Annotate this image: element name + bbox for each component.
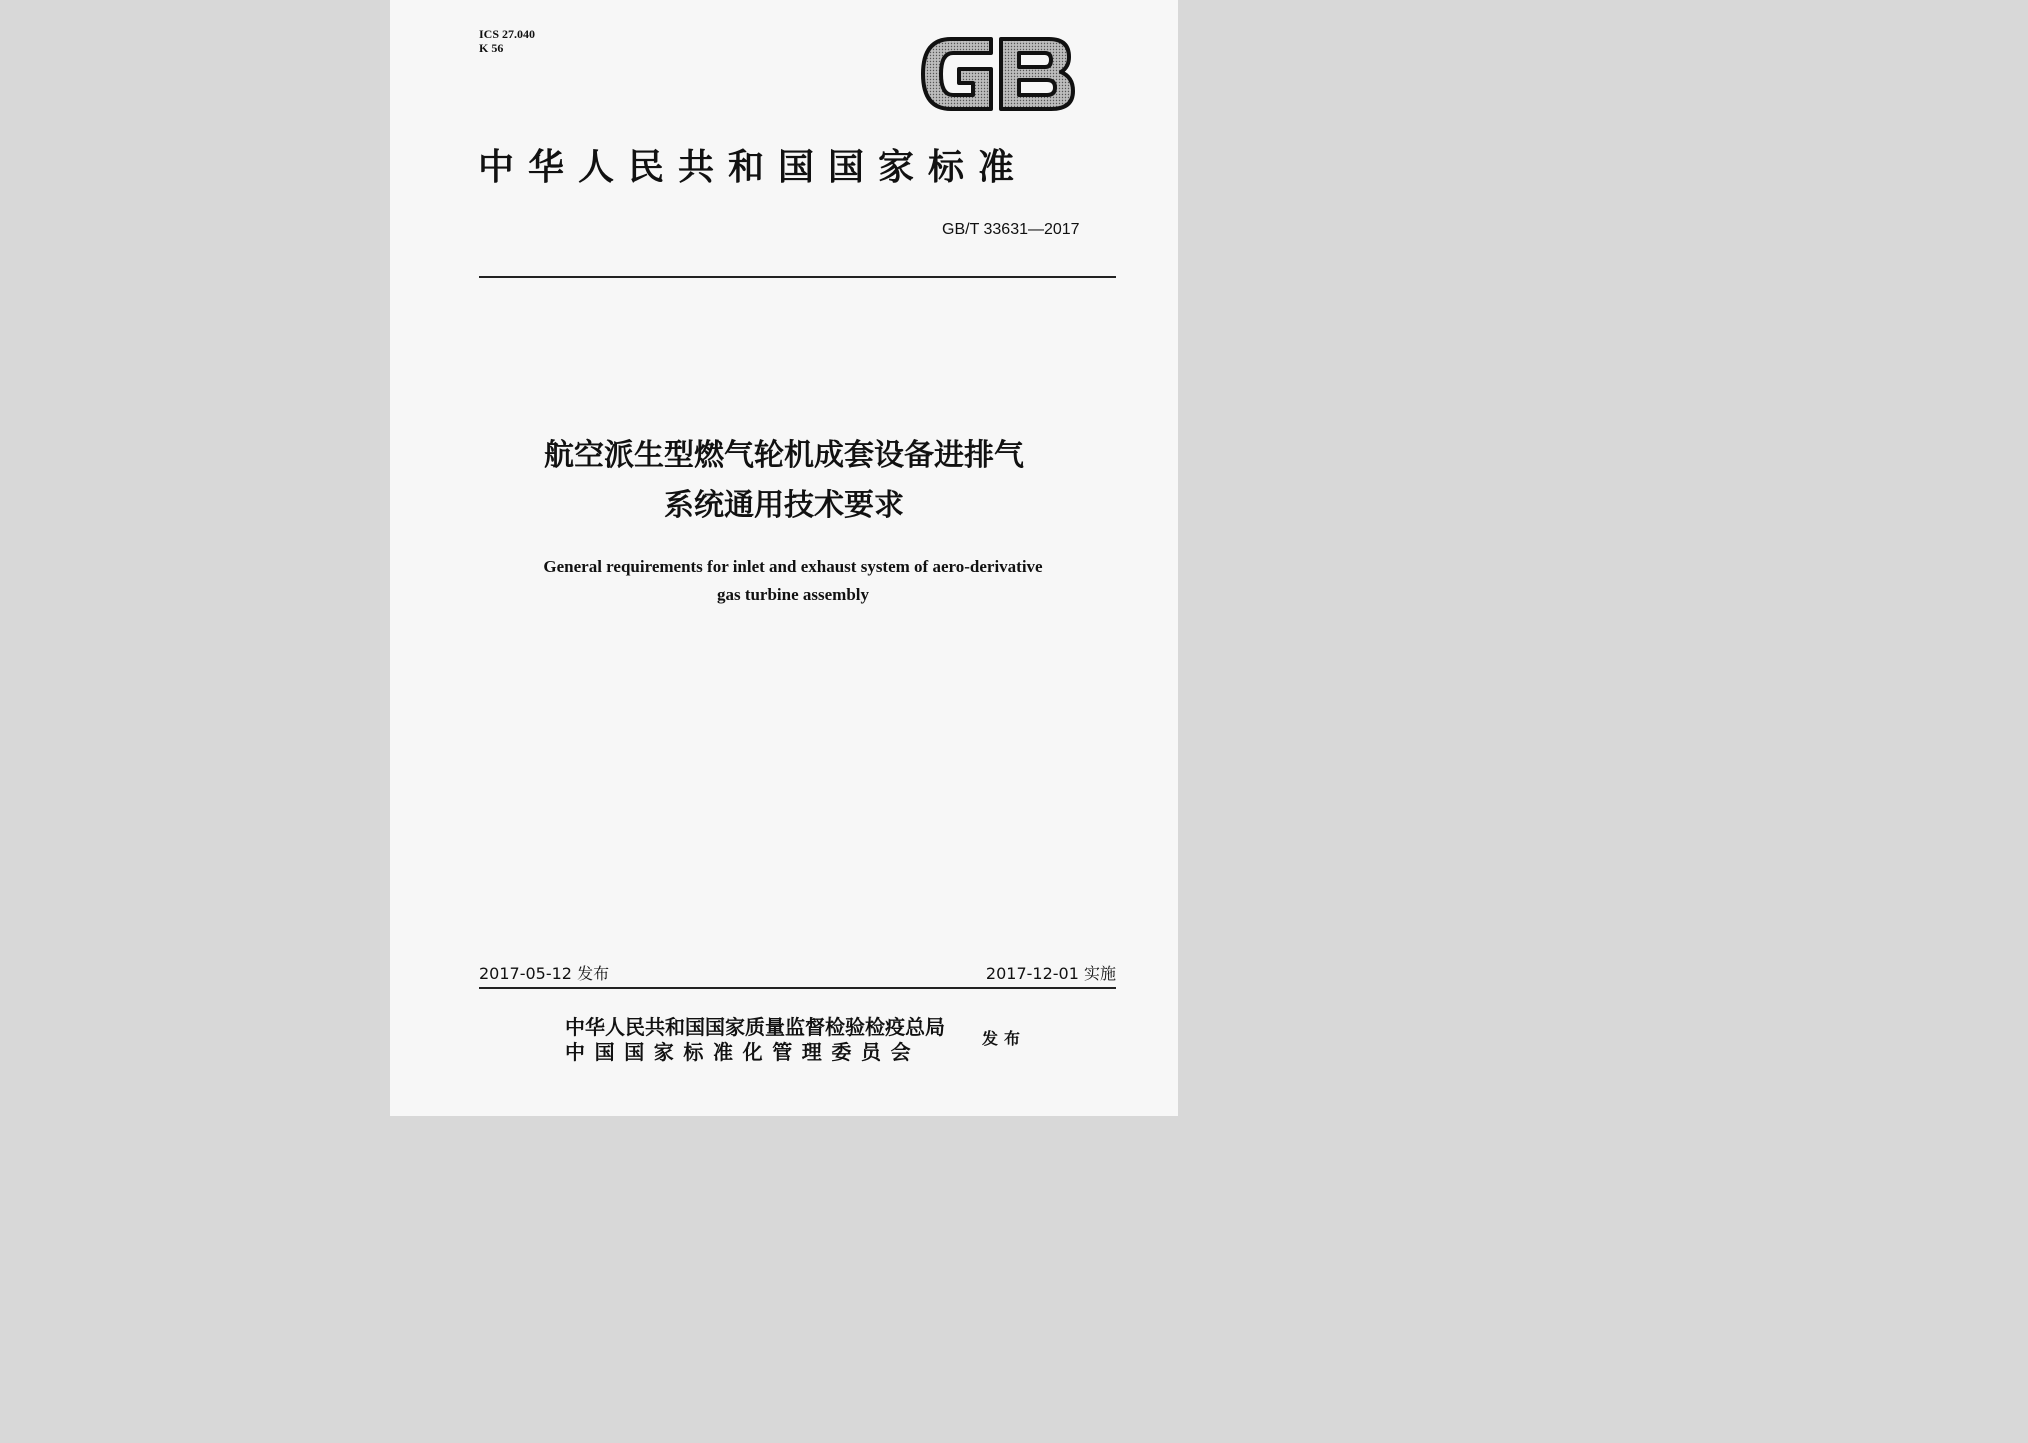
implementation-date: 2017-12-01 实施 bbox=[985, 964, 1116, 983]
gb-logo-icon bbox=[917, 33, 1077, 115]
standard-number: GB/T 33631—2017 bbox=[942, 221, 1080, 238]
issuer-aqsiq: 中华人民共和国国家质量监督检验检疫总局 bbox=[565, 1015, 945, 1039]
document-page bbox=[390, 0, 1178, 1116]
national-standard-title: 中华人民共和国国家标准 bbox=[478, 146, 1029, 188]
header-divider bbox=[479, 276, 1116, 278]
ccs-code: K 56 bbox=[479, 41, 504, 55]
chinese-title-line-1: 航空派生型燃气轮机成套设备进排气 bbox=[544, 438, 1024, 473]
issuer-sac: 中国国家标准化管理委员会 bbox=[565, 1040, 921, 1064]
english-title-line-1: General requirements for inlet and exhaust system of aero-derivative bbox=[543, 557, 1043, 576]
footer-divider bbox=[479, 987, 1116, 989]
ics-code: ICS 27.040 bbox=[479, 27, 536, 41]
issue-date: 2017-05-12 发布 bbox=[479, 964, 610, 983]
chinese-title-line-2: 系统通用技术要求 bbox=[664, 488, 904, 523]
publish-label: 发布 bbox=[982, 1029, 1027, 1048]
english-title-line-2: gas turbine assembly bbox=[716, 585, 870, 604]
